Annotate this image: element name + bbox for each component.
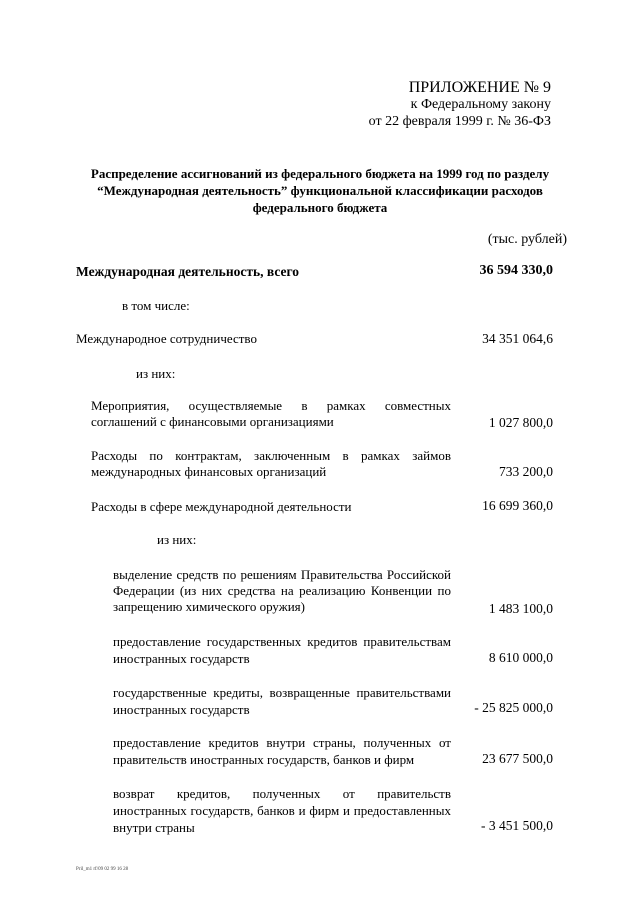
row-amount-intl-activity-expenses: 16 699 360,0 [482, 498, 553, 513]
row-label-intl-cooperation: Международное сотрудничество [76, 331, 257, 346]
row-amount-credit-repayment: - 3 451 500,0 [481, 818, 553, 833]
row-label-total: Международная деятельность, всего [76, 264, 300, 279]
row-amount-joint-agreements: 1 027 800,0 [488, 415, 553, 430]
row-label-intl-activity-expenses: Расходы в сфере международной деятельности [91, 499, 352, 514]
document-title: Распределение ассигнований из федерального бюджета на 1999 год по разделу “Международная деятельность” функциональной классификации расходов федерального бюджета [90, 166, 550, 215]
row-label-government-decisions: выделение средств по решениям Правительства Российской Федерации (из них средства на реализацию Конвенции по запрещению химического оружия) [113, 567, 451, 614]
note-including: в том числе: [122, 298, 190, 313]
row-amount-loan-contracts: 733 200,0 [499, 464, 553, 479]
row-label-state-credits-granted: предоставление государственных кредитов правительствам иностранных государств [113, 634, 451, 666]
row-amount-domestic-credits: 23 677 500,0 [482, 751, 553, 766]
row-amount-government-decisions: 1 483 100,0 [488, 601, 553, 616]
row-amount-state-credits-returned: - 25 825 000,0 [474, 700, 553, 715]
document-header [369, 79, 551, 130]
appendix-title: ПРИЛОЖЕНИЕ № 9 [408, 79, 551, 96]
row-label-domestic-credits: предоставление кредитов внутри страны, полученных от правительств иностранных государств, банков и фирм [113, 735, 451, 767]
footer-file-reference: Pril_m1 rf/09 02 99 16 28 [76, 867, 129, 872]
row-label-loan-contracts: Расходы по контрактам, заключенным в рамках займов международных финансовых организаций [91, 448, 451, 479]
note-of-which: из них: [136, 366, 176, 381]
law-reference: к Федеральному закону [410, 97, 551, 112]
law-date: от 22 февраля 1999 г. № 36-ФЗ [368, 114, 551, 129]
row-label-joint-agreements: Мероприятия, осуществляемые в рамках совместных соглашений с финансовыми организациями [91, 398, 451, 429]
row-amount-intl-cooperation: 34 351 064,6 [482, 331, 553, 346]
row-amount-state-credits-granted: 8 610 000,0 [488, 650, 553, 665]
note-of-which-2: из них: [157, 532, 197, 547]
row-label-state-credits-returned: государственные кредиты, возвращенные правительствами иностранных государств [113, 685, 451, 717]
units-label: (тыс. рублей) [487, 232, 567, 247]
row-amount-total: 36 594 330,0 [479, 263, 553, 278]
row-label-credit-repayment: возврат кредитов, полученных от правительств иностранных государств, банков и фирм и предоставленных внутри страны [113, 786, 451, 835]
